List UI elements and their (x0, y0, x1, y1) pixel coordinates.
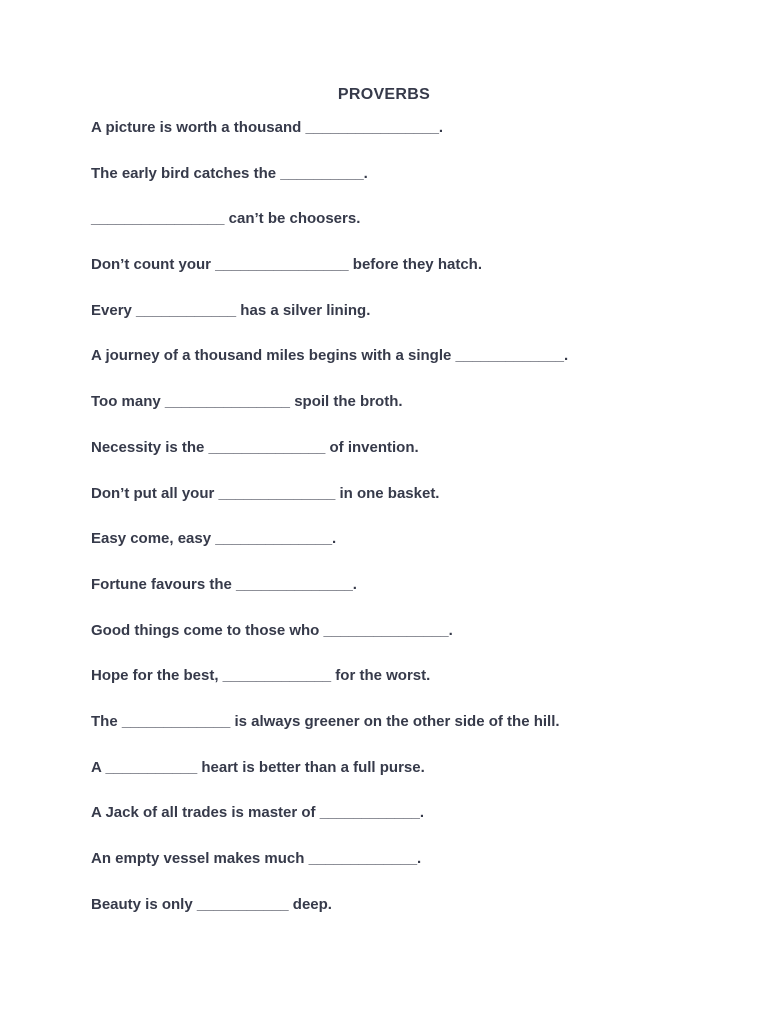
proverb-item: Necessity is the ______________ of invention. (91, 438, 419, 456)
proverb-item: The _____________ is always greener on the other side of the hill. (91, 712, 560, 730)
proverb-item: A ___________ heart is better than a full purse. (91, 758, 425, 776)
proverb-item: Too many _______________ spoil the broth. (91, 393, 403, 411)
proverb-item: Good things come to those who _______________. (91, 621, 453, 639)
proverb-item: Don’t put all your ______________ in one basket. (91, 484, 440, 502)
proverb-item: A Jack of all trades is master of ____________. (91, 804, 424, 822)
proverb-item: Hope for the best, _____________ for the worst. (91, 667, 431, 685)
proverb-item: The early bird catches the __________. (91, 164, 368, 182)
page-title: PROVERBS (337, 86, 431, 103)
proverb-item: Don’t count your ________________ before they hatch. (91, 256, 482, 274)
proverb-list (91, 118, 711, 940)
proverb-item: Beauty is only ___________ deep. (91, 895, 332, 913)
proverb-item: An empty vessel makes much _____________. (91, 850, 422, 867)
proverb-item: A journey of a thousand miles begins with a single _____________. (91, 347, 569, 365)
proverb-item: A picture is worth a thousand ________________. (91, 119, 444, 136)
proverb-item: Every ____________ has a silver lining. (91, 301, 371, 319)
proverb-item: Fortune favours the ______________. (91, 575, 357, 593)
proverb-item: ________________ can’t be choosers. (91, 210, 361, 228)
proverb-item: Easy come, easy ______________. (91, 530, 337, 548)
